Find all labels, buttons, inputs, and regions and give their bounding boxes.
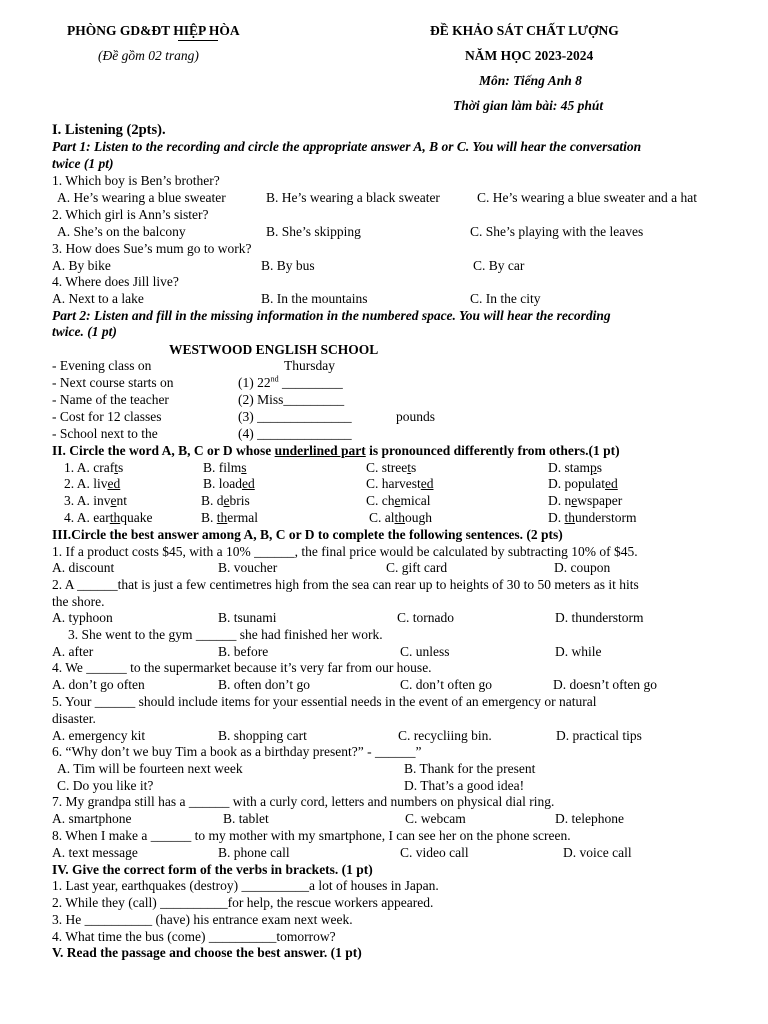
listening-q4: 4. Where does Jill live? [52,274,179,289]
department-underline [178,40,218,41]
mc-option: C. don’t often go [400,677,492,692]
mc-q1: 1. If a product costs $45, with a 10% ______, the final price would be calculated by subtracting 10% of $45. [52,544,638,559]
part-1-instruction-line1: Part 1: Listen to the recording and circle the appropriate answer A, B or C. You will hear the conversation [52,139,642,154]
mc-q3: 3. She went to the gym ______ she had finished her work. [68,627,383,642]
subject: Môn: Tiếng Anh 8 [479,73,582,88]
mc-q6: 6. “Why don’t we buy Tim a book as a birthday present?” - ______” [52,744,422,759]
fill-row-label: - Evening class on [52,358,152,373]
pronunciation-option: B. debris [201,493,250,508]
section-1-title: I. Listening (2pts). [52,122,166,138]
verb-q1: 1. Last year, earthquakes (destroy) __________a lot of houses in Japan. [52,878,439,893]
mc-option: C. webcam [405,811,466,826]
pronunciation-option: 1. A. crafts [64,460,124,475]
listening-q1-option-a: A. He’s wearing a blue sweater [57,190,226,205]
pronunciation-option: B. thermal [201,510,259,525]
exam-title: ĐỀ KHẢO SÁT CHẤT LƯỢNG [430,23,619,38]
pronunciation-option: C. although [369,510,433,525]
mc-option: D. voice call [563,845,632,860]
mc-option: B. tsunami [218,610,277,625]
pronunciation-option: B. loaded [203,476,255,491]
fill-row-value: Thursday [284,358,335,373]
fill-row-label: - Cost for 12 classes [52,409,162,424]
listening-q1-option-c: C. He’s wearing a blue sweater and a hat [477,190,698,205]
fill-row-label: - Name of the teacher [52,392,169,407]
section-2-title: II. Circle the word A, B, C or D whose underlined part is pronounced differently from others.(1 pt) [52,443,620,458]
listening-q1: 1. Which boy is Ben’s brother? [52,173,220,188]
mc-q7: 7. My grandpa still has a ______ with a curly cord, letters and numbers on physical dial ring. [52,794,555,809]
mc-option: D. doesn’t often go [553,677,657,692]
mc-q5-line2: disaster. [52,711,96,726]
listening-q3: 3. How does Sue’s mum go to work? [52,241,252,256]
mc-option: B. Thank for the present [404,761,536,776]
part-2-instruction-line1: Part 2: Listen and fill in the missing information in the numbered space. You will hear the recording [52,308,611,323]
fill-row-unit: pounds [396,409,436,424]
mc-option: B. voucher [218,560,278,575]
mc-option: B. shopping cart [218,728,307,743]
listening-q2-option-a: A. She’s on the balcony [57,224,186,239]
mc-option: D. thunderstorm [555,610,644,625]
fill-row-label: - Next course starts on [52,375,174,390]
fill-row-value: (4) ______________ [238,426,352,441]
mc-q2-line1: 2. A ______that is just a few centimetres high from the sea can rear up to heights of 30 to 50 meters as it hits [52,577,639,592]
mc-option: A. emergency kit [52,728,146,743]
mc-option: C. recycliing bin. [398,728,492,743]
listening-q3-option-a: A. By bike [52,258,111,273]
pronunciation-option: C. streets [366,460,417,475]
time-allowed: Thời gian làm bài: 45 phút [453,98,604,113]
mc-option: D. coupon [554,560,611,575]
mc-option: A. Tim will be fourteen next week [57,761,243,776]
verb-q3: 3. He __________ (have) his entrance exam next week. [52,912,353,927]
mc-q8: 8. When I make a ______ to my mother with my smartphone, I can see her on the phone screen. [52,828,571,843]
mc-option: A. after [52,644,94,659]
mc-option: D. practical tips [556,728,642,743]
mc-option: A. discount [52,560,115,575]
mc-option: C. unless [400,644,450,659]
section-3-title: III.Circle the best answer among A, B, C or D to complete the following sentences. (2 pts) [52,527,563,542]
pronunciation-option: B. films [203,460,247,475]
mc-q5-line1: 5. Your ______ should include items for your essential needs in the event of an emergency or natural [52,694,597,709]
mc-option: C. video call [400,845,469,860]
verb-q4: 4. What time the bus (come) __________tomorrow? [52,929,336,944]
mc-option: C. Do you like it? [57,778,154,793]
department-title: PHÒNG GD&ĐT HIỆP HÒA [67,23,240,38]
part-2-instruction-line2: twice. (1 pt) [52,324,117,339]
listening-q3-option-b: B. By bus [261,258,315,273]
fill-row-value: (1) 22nd _________ [238,374,343,390]
pronunciation-option: 4. A. earthquake [64,510,153,525]
pronunciation-option: D. newspaper [548,493,623,508]
mc-option: B. tablet [223,811,269,826]
mc-option: B. before [218,644,269,659]
section-5-title: V. Read the passage and choose the best answer. (1 pt) [52,945,362,960]
school-heading: WESTWOOD ENGLISH SCHOOL [169,342,379,357]
pronunciation-option: D. populated [548,476,618,491]
mc-option: A. text message [52,845,138,860]
part-1-instruction-line2: twice (1 pt) [52,156,114,171]
mc-option: C. gift card [386,560,448,575]
mc-option: B. phone call [218,845,290,860]
mc-option: D. That’s a good idea! [404,778,525,793]
pronunciation-option: D. thunderstorm [548,510,637,525]
listening-q3-option-c: C. By car [473,258,525,273]
verb-q2: 2. While they (call) __________for help, the rescue workers appeared. [52,895,434,910]
section-4-title: IV. Give the correct form of the verbs in brackets. (1 pt) [52,862,373,877]
mc-option: C. tornado [397,610,454,625]
page-count-note: (Đề gồm 02 trang) [98,48,199,63]
listening-q4-option-c: C. In the city [470,291,541,306]
listening-q2: 2. Which girl is Ann’s sister? [52,207,209,222]
listening-q4-option-b: B. In the mountains [261,291,368,306]
mc-q4: 4. We ______ to the supermarket because it’s very far from our house. [52,660,432,675]
mc-option: A. don’t go often [52,677,145,692]
listening-q1-option-b: B. He’s wearing a black sweater [266,190,440,205]
mc-q2-line2: the shore. [52,594,105,609]
mc-option: A. smartphone [52,811,132,826]
fill-row-value: (3) ______________ [238,409,352,424]
pronunciation-option: C. chemical [366,493,431,508]
school-year: NĂM HỌC 2023-2024 [465,48,594,63]
mc-option: B. often don’t go [218,677,310,692]
mc-option: D. while [555,644,602,659]
pronunciation-option: 3. A. invent [64,493,128,508]
mc-option: A. typhoon [52,610,113,625]
pronunciation-option: D. stamps [548,460,603,475]
pronunciation-option: 2. A. lived [64,476,121,491]
fill-row-value: (2) Miss_________ [238,392,345,407]
pronunciation-option: C. harvested [366,476,434,491]
fill-row-label: - School next to the [52,426,158,441]
listening-q4-option-a: A. Next to a lake [52,291,144,306]
listening-q2-option-c: C. She’s playing with the leaves [470,224,644,239]
listening-q2-option-b: B. She’s skipping [266,224,361,239]
mc-option: D. telephone [555,811,624,826]
